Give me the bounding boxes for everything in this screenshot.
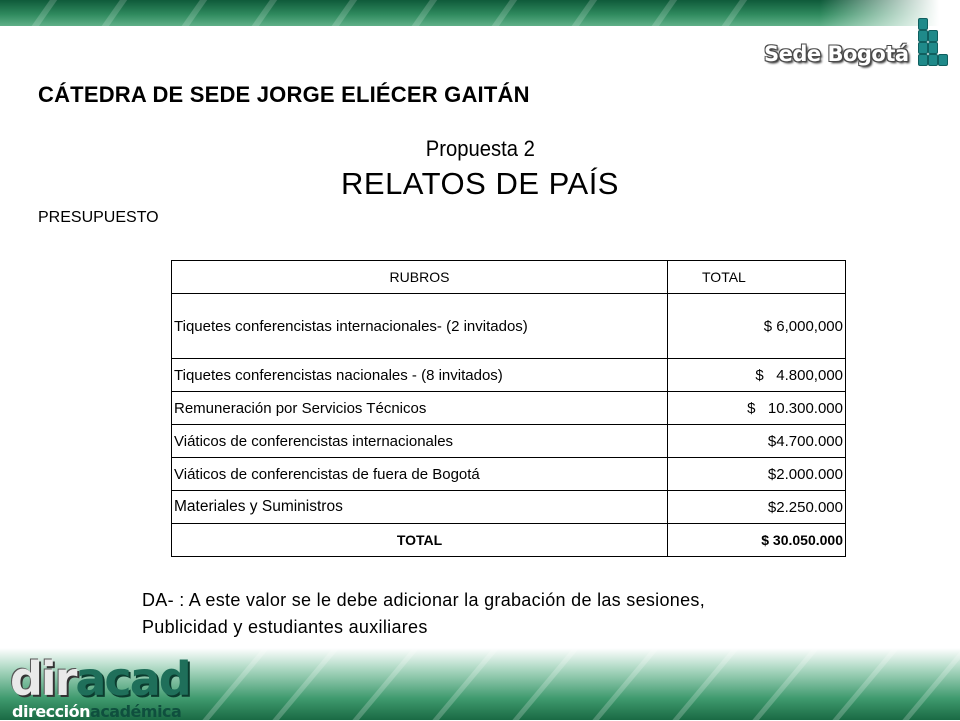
row-item: Viáticos de conferencistas internacionales [172,425,668,458]
row-item: Tiquetes conferencistas internacionales- (2 invitados) [172,294,668,359]
row-item: Remuneración por Servicios Técnicos [172,392,668,425]
row-amount: $2.000.000 [668,458,846,491]
row-amount: $2.250.000 [668,491,846,524]
table-row [172,458,846,491]
note-line-1: DA- : A este valor se le debe adicionar la grabación de las sesiones, [142,590,706,610]
total-label: TOTAL [172,524,668,557]
row-item: Materiales y Suministros [172,491,668,524]
table-row [172,392,846,425]
row-amount: $4.700.000 [668,425,846,458]
logo-word-dir: dir [10,652,76,706]
table-row [172,491,846,524]
sede-bogota-logo [764,12,954,72]
table-row [172,294,846,359]
page-title: RELATOS DE PAÍS [341,166,619,201]
table-total-row [172,524,846,557]
building-blocks-icon [914,18,954,72]
table-row [172,359,846,392]
budget-table [171,260,846,557]
page-heading: CÁTEDRA DE SEDE JORGE ELIÉCER GAITÁN [38,82,530,107]
row-amount: $ 6,000,000 [668,294,846,359]
row-amount: $ 4.800,000 [668,359,846,392]
logo-word-acad: acad [75,652,190,706]
logo-text: Sede Bogotá [764,42,909,66]
table-header-row [172,261,846,294]
column-header-total: TOTAL [668,261,846,294]
section-label: PRESUPUESTO [38,209,159,226]
row-amount: $ 10.300.000 [668,392,846,425]
logo-sub-academica: académica [90,702,182,721]
row-item: Viáticos de conferencistas de fuera de Bogotá [172,458,668,491]
column-header-rubros: RUBROS [172,261,668,294]
total-amount: $ 30.050.000 [668,524,846,557]
logo-sub-direccion: dirección [12,702,91,721]
note-line-2: Publicidad y estudiantes auxiliares [142,617,428,637]
proposal-label: Propuesta 2 [425,136,535,161]
budget-note [142,587,862,641]
row-item: Tiquetes conferencistas nacionales - (8 invitados) [172,359,668,392]
diracad-logo [10,652,200,721]
table-row [172,425,846,458]
